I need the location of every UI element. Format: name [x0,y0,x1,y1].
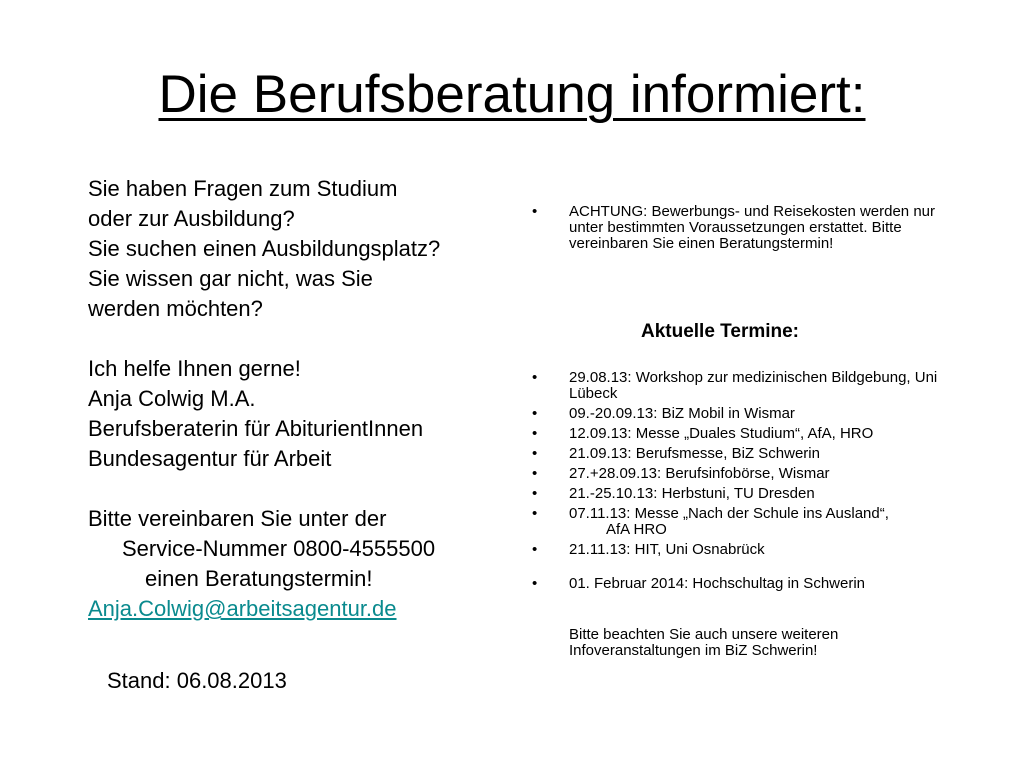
event-item: • 21.09.13: Berufsmesse, BiZ Schwerin [530,446,970,462]
help-offer: Ich helfe Ihnen gerne! [88,356,301,381]
advisor-role: Berufsberaterin für AbiturientInnen [88,416,424,441]
event-item: • 12.09.13: Messe „Duales Studium“, AfA, HRO [530,426,970,442]
event-item: • 27.+28.09.13: Berufsinfobörse, Wismar [530,466,970,482]
events-title: Aktuelle Termine: [640,321,800,342]
event-item [530,506,970,538]
date-stamp: Stand: 06.08.2013 [107,668,287,693]
event-item: • 21.-25.10.13: Herbstuni, TU Dresden [530,486,970,502]
advisor-name: Anja Colwig M.A. [88,386,256,411]
warning-item: • ACHTUNG: Bewerbungs- und Reisekosten werden nur unter bestimmten Voraussetzungen erstattet. Bitte vereinbaren Sie einen Beratungstermin! [530,204,970,252]
contact-section [88,174,518,624]
event-item: • 21.11.13: HIT, Uni Osnabrück [530,542,970,558]
event-item: • 01. Februar 2014: Hochschultag in Schwerin [530,576,970,592]
event-item: • 09.-20.09.13: BiZ Mobil in Wismar [530,406,970,422]
question-line: Sie wissen gar nicht, was Sie [88,266,373,291]
appointment-text: einen Beratungstermin! [145,566,373,591]
event-item: • 29.08.13: Workshop zur medizinischen Bildgebung, Uni Lübeck [530,370,970,402]
warning-section [530,204,970,252]
question-line: Sie haben Fragen zum Studium [88,176,398,201]
question-line: oder zur Ausbildung? [88,206,295,231]
event-item-line: • 07.11.13: Messe „Nach der Schule ins Ausland“, [569,505,889,522]
info-note: Bitte beachten Sie auch unsere weiteren Infoveranstaltungen im BiZ Schwerin! [569,626,839,659]
event-item-line: AfA HRO [606,521,667,538]
page-title: Die Berufsberatung informiert: [158,65,866,124]
service-number: Service-Nummer 0800-4555500 [122,536,436,561]
organization: Bundesagentur für Arbeit [88,446,332,471]
email-link[interactable]: Anja.Colwig@arbeitsagentur.de [88,596,397,621]
appointment-text: Bitte vereinbaren Sie unter der [88,506,387,531]
question-line: Sie suchen einen Ausbildungsplatz? [88,236,441,261]
events-list [530,370,970,596]
question-line: werden möchten? [88,296,263,321]
